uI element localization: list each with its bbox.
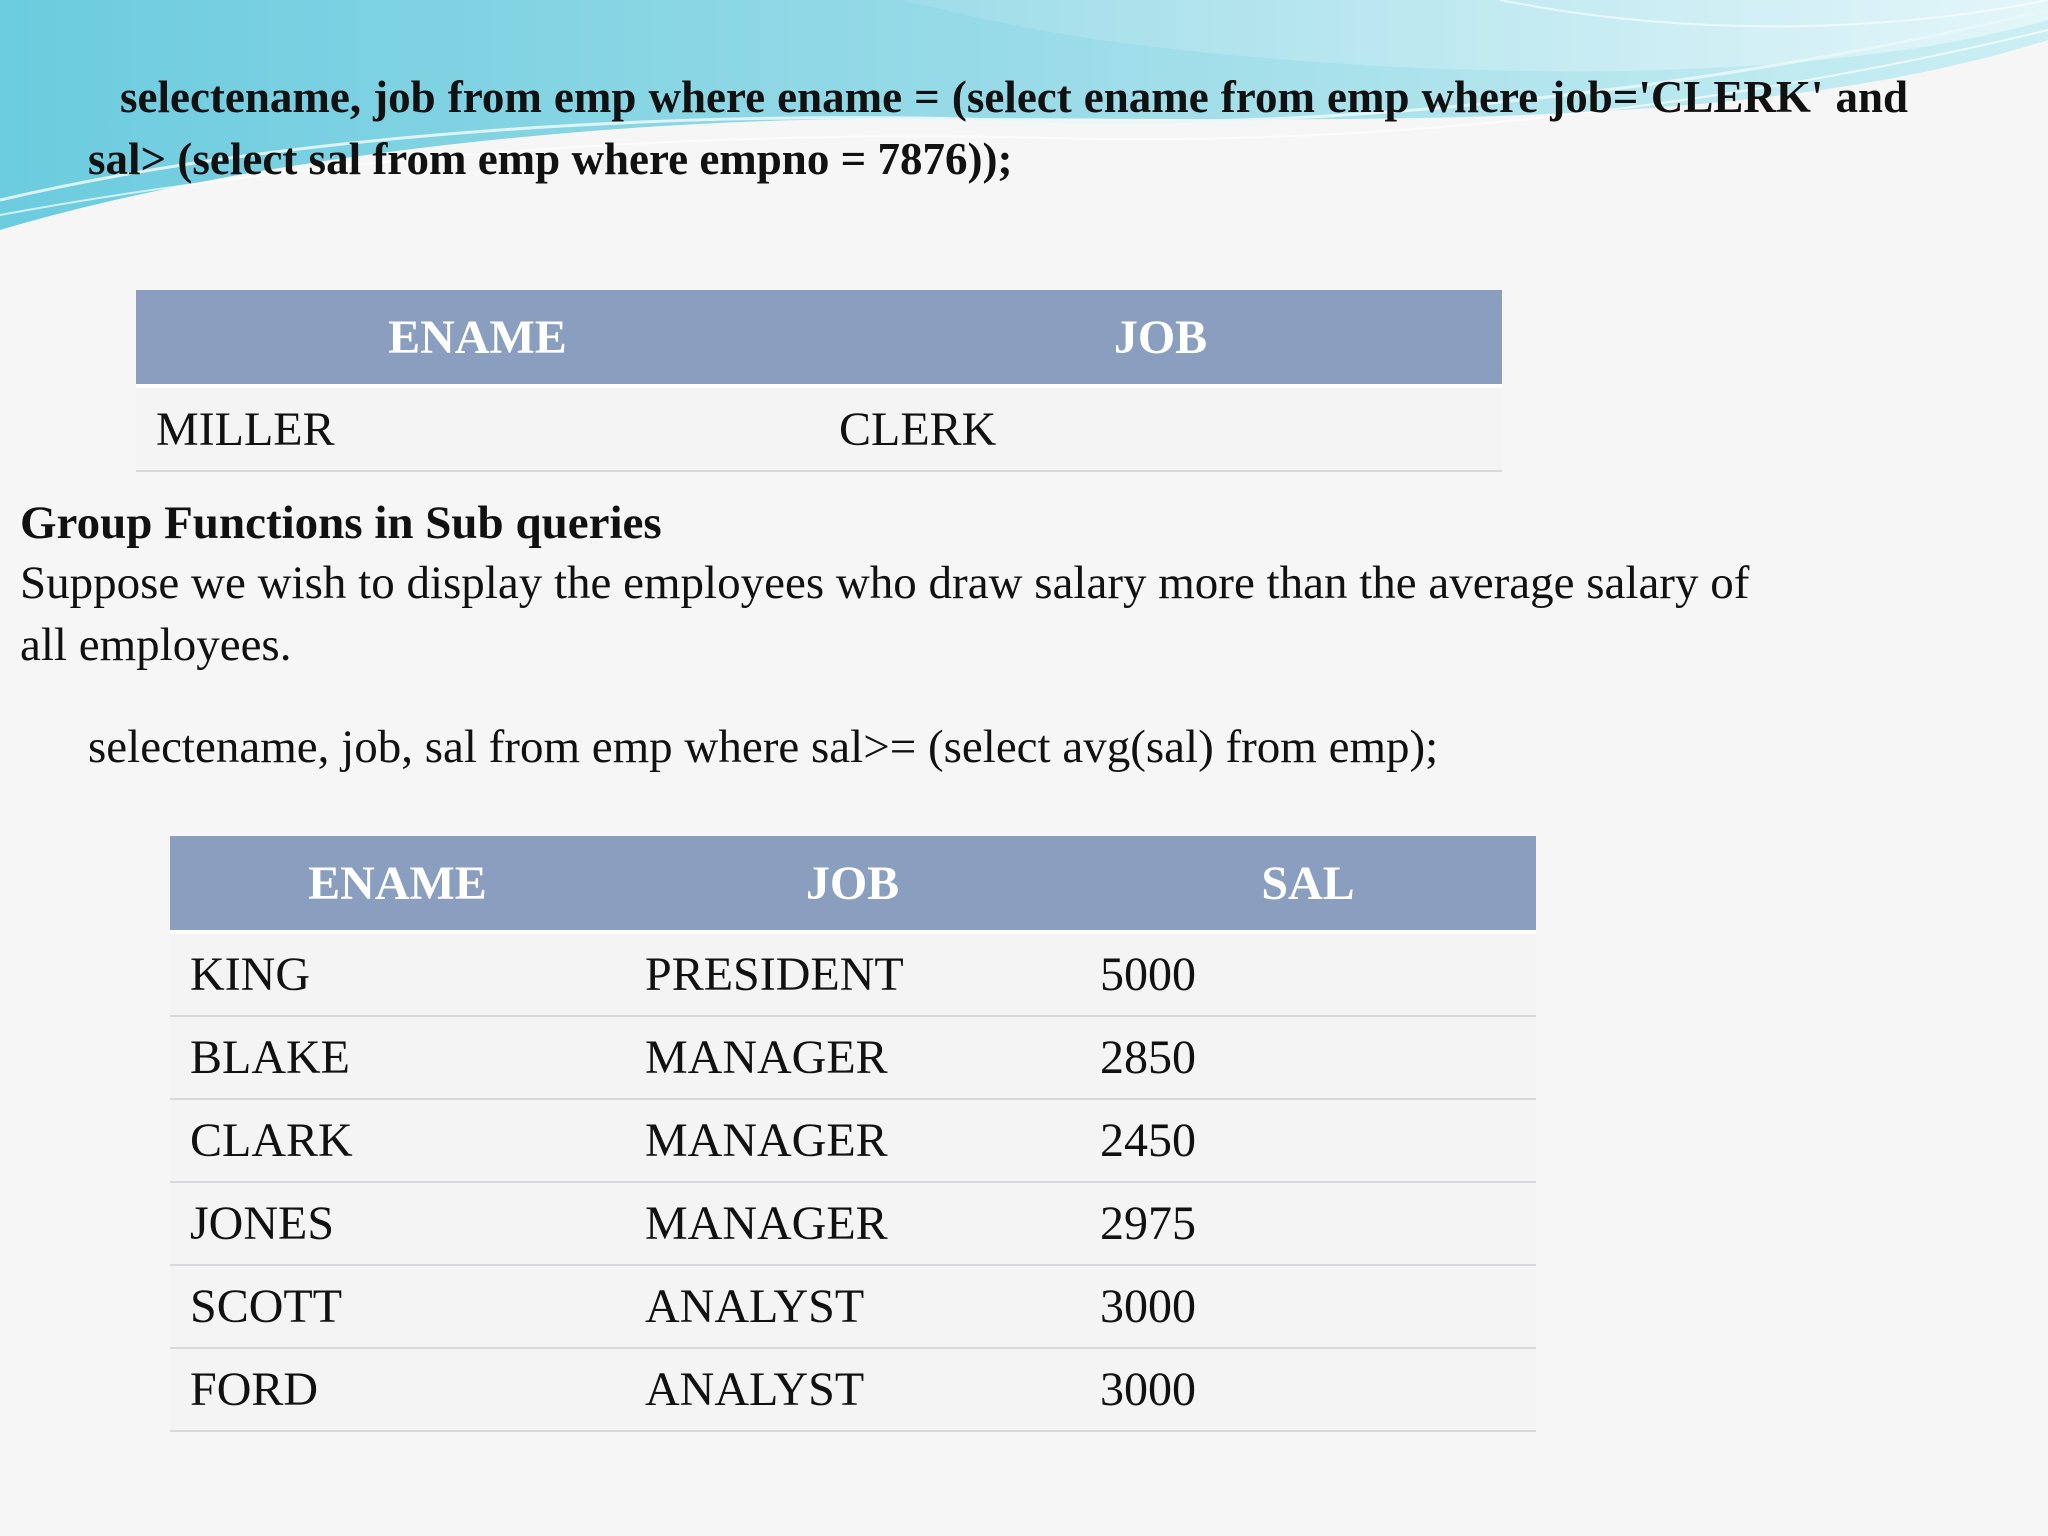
- column-header-sal: SAL: [1080, 836, 1536, 932]
- cell-job: MANAGER: [625, 1182, 1080, 1265]
- result-table-1: [136, 290, 1502, 472]
- cell-sal: 2975: [1080, 1182, 1536, 1265]
- column-header-job: JOB: [625, 836, 1080, 932]
- cell-sal: 3000: [1080, 1265, 1536, 1348]
- cell-job: ANALYST: [625, 1348, 1080, 1431]
- cell-ename: MILLER: [136, 386, 819, 471]
- cell-ename: SCOTT: [170, 1265, 625, 1348]
- cell-ename: JONES: [170, 1182, 625, 1265]
- sql-query-1: selectename, job from emp where ename = (select ename from emp where job='CLERK' and sal> (select sal from emp where empno = 7876));: [88, 72, 1908, 184]
- result-table-2: [170, 836, 1536, 1432]
- cell-job: MANAGER: [625, 1016, 1080, 1099]
- cell-ename: BLAKE: [170, 1016, 625, 1099]
- table-header-row: [170, 836, 1536, 932]
- table-header-row: [136, 290, 1502, 386]
- cell-sal: 2850: [1080, 1016, 1536, 1099]
- table-row: [170, 1016, 1536, 1099]
- cell-job: ANALYST: [625, 1265, 1080, 1348]
- sql-query-2: selectename, job, sal from emp where sal>= (select avg(sal) from emp);: [88, 721, 1439, 773]
- cell-ename: KING: [170, 932, 625, 1016]
- table-row: [170, 1348, 1536, 1431]
- cell-job: PRESIDENT: [625, 932, 1080, 1016]
- description-paragraph: Suppose we wish to display the employees who draw salary more than the average salary of all employees.: [20, 557, 1750, 671]
- table-row: [170, 932, 1536, 1016]
- cell-sal: 5000: [1080, 932, 1536, 1016]
- table-row: [136, 386, 1502, 471]
- cell-job: CLERK: [819, 386, 1502, 471]
- table-row: [170, 1099, 1536, 1182]
- cell-ename: FORD: [170, 1348, 625, 1431]
- cell-ename: CLARK: [170, 1099, 625, 1182]
- column-header-ename: ENAME: [170, 836, 625, 932]
- section-heading: Group Functions in Sub queries: [20, 497, 662, 549]
- cell-job: MANAGER: [625, 1099, 1080, 1182]
- table-row: [170, 1265, 1536, 1348]
- column-header-ename: ENAME: [136, 290, 819, 386]
- cell-sal: 2450: [1080, 1099, 1536, 1182]
- column-header-job: JOB: [819, 290, 1502, 386]
- cell-sal: 3000: [1080, 1348, 1536, 1431]
- table-row: [170, 1182, 1536, 1265]
